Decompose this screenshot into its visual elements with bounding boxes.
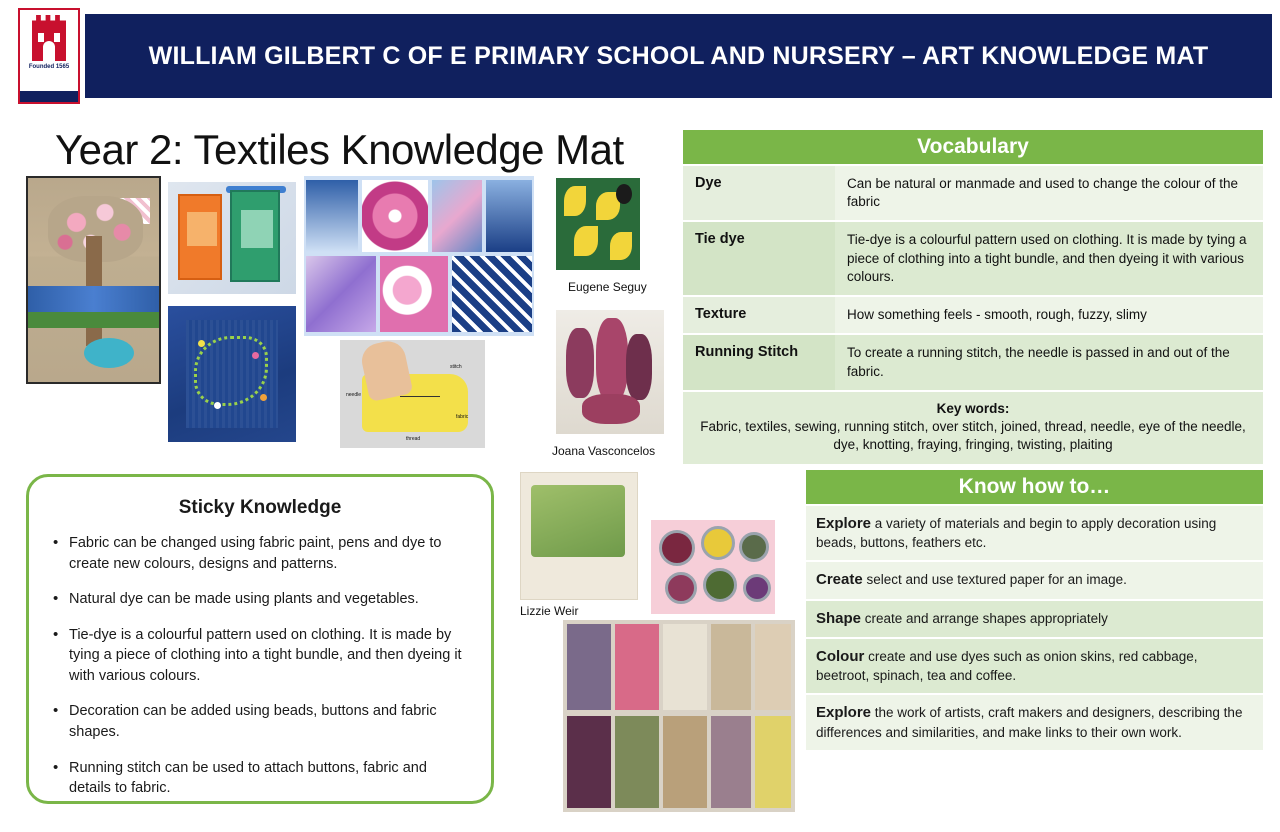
know-how-to-row [806,504,1263,560]
vocabulary-row [683,220,1263,295]
caption-eugene-seguy: Eugene Seguy [568,280,647,294]
know-how-to-lead: Create [816,571,863,589]
sticky-knowledge-heading: Sticky Knowledge [178,497,342,518]
blue-ribbon-river [28,286,159,312]
image-blue-stitched-fabric [168,306,296,442]
vocabulary-definition: How something feels - smooth, rough, fuzzy, slimy [835,297,1263,333]
know-how-to-lead: Explore [816,515,872,532]
header-title: WILLIAM GILBERT C OF E PRIMARY SCHOOL AND NURSERY – ART KNOWLEDGE MAT [148,41,1209,70]
list-item: • Fabric can be changed using fabric paint, pens and dye to create new colours, designs and patterns. [69,533,469,574]
caption-lizzie-weir: Lizzie Weir [520,604,579,618]
vocabulary-term: Texture [683,297,835,333]
know-how-to-row [806,693,1263,749]
vocabulary-definition: Tie-dye is a colourful pattern used on clothing. It is made by tying a piece of clothing into a tight bundle, and then dyeing it with various colours. [835,222,1263,295]
list-item: • Tie-dye is a colourful pattern used on clothing. It is made by tying a piece of clothing into a tight bundle, and then dyeing it with various colours. [69,625,469,687]
image-natural-dye-bowls [651,520,775,614]
know-how-to-text: select and use textured paper for an image. [862,572,1127,588]
vocabulary-row [683,164,1263,220]
know-how-to-row [806,599,1263,637]
vocabulary-term: Dye [683,166,835,220]
label-stitch: stitch [450,364,462,370]
know-how-to-heading: Know how to… [806,470,1263,504]
vocabulary-heading: Vocabulary [683,130,1263,164]
know-how-to-text: create and use dyes such as onion skins, red cabbage, beetroot, spinach, tea and coffee. [816,648,1198,684]
sticky-knowledge-list [47,533,473,799]
vocabulary-definition: To create a running stitch, the needle is passed in and out of the fabric. [835,335,1263,389]
page-title: Year 2: Textiles Knowledge Mat [55,126,624,173]
image-joana-vasconcelos-sculpture [556,310,664,434]
page-header [0,0,1280,112]
crest-window-icon [38,33,44,42]
image-running-stitch-demo [340,340,485,448]
vocabulary-definition: Can be natural or manmade and used to change the colour of the fabric [835,166,1263,220]
key-words-list: Fabric, textiles, sewing, running stitch, over stitch, joined, thread, needle, eye of the needle, dye, knotting, fraying, fringing, twisting, plaiting [700,418,1246,453]
label-thread: thread [406,436,421,442]
vocabulary-term: Tie dye [683,222,835,295]
image-tie-dye-samples [304,176,534,336]
vocabulary-term: Running Stitch [683,335,835,389]
know-how-to-text: a variety of materials and begin to apply decoration using beads, buttons, feathers etc. [816,516,1217,551]
know-how-to-row [806,637,1263,693]
green-bag [230,190,280,282]
image-lizzie-weir-textile [520,472,638,600]
label-needle: needle [346,392,362,398]
label-fabric: fabric [456,414,469,420]
list-item: • Running stitch can be used to attach buttons, fabric and details to fabric. [69,758,469,799]
stitched-leaf-panel [531,485,625,557]
list-item: • Decoration can be added using beads, buttons and fabric shapes. [69,701,469,742]
caption-joana-vasconcelos: Joana Vasconcelos [552,444,656,458]
know-how-to-lead: Colour [816,647,865,665]
image-decorated-bags [168,182,296,294]
image-fabric-tree-collage [26,176,161,384]
vocabulary-row [683,333,1263,389]
orange-bag [178,194,222,280]
logo-founded-text: Founded 1565 [28,64,70,70]
pond-shape [84,338,134,368]
logo-ribbon [20,91,78,102]
key-words-label: Key words: [936,400,1010,416]
sticky-knowledge-panel [26,474,494,804]
know-how-to-panel [806,470,1263,750]
green-grass-strip [28,312,159,328]
key-words-block [683,390,1263,465]
vocabulary-row [683,295,1263,333]
header-banner [85,14,1272,98]
list-item: • Natural dye can be made using plants and vegetables. [69,589,469,610]
image-dyed-fabric-swatches [563,620,795,812]
image-eugene-seguy-pattern [556,178,640,270]
school-logo [18,8,80,104]
know-how-to-row [806,560,1263,598]
castle-crest-icon [32,15,66,61]
know-how-to-lead: Explore [816,704,872,722]
know-how-to-text: create and arrange shapes appropriately [861,610,1108,626]
know-how-to-text: the work of artists, craft makers and designers, describing the differences and similarities, and make links to their own work. [816,705,1243,740]
know-how-to-lead: Shape [816,609,862,627]
vocabulary-panel [683,130,1263,464]
